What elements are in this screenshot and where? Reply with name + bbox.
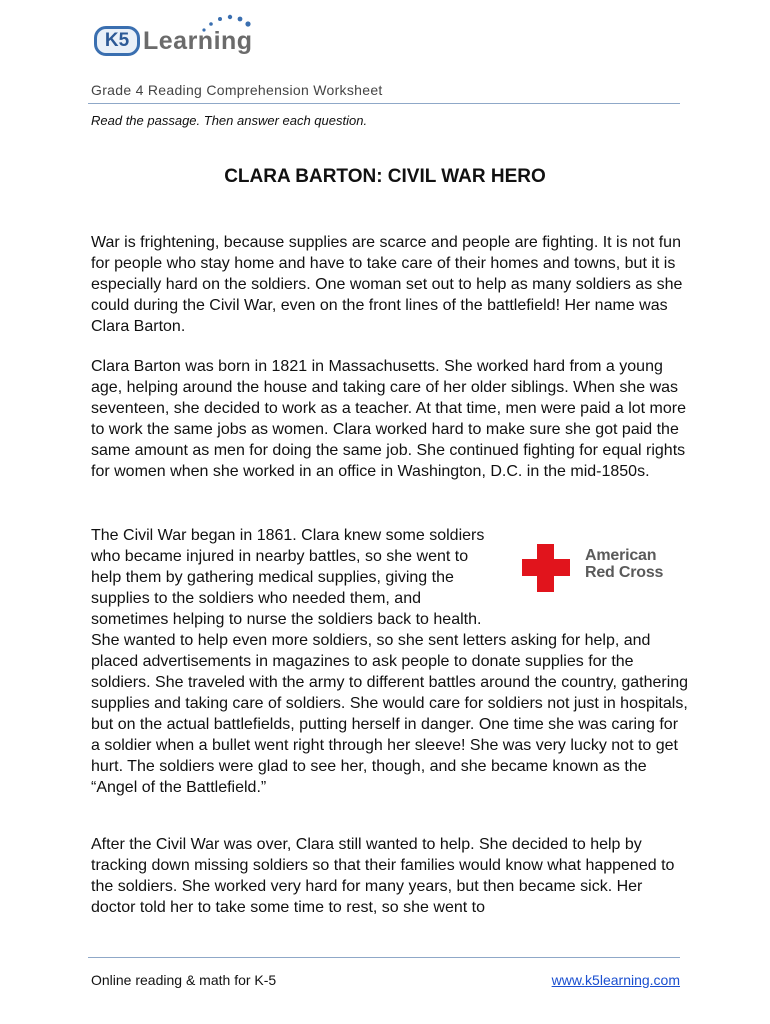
paragraph-4: After the Civil War was over, Clara still wanted to help. She decided to help by tracking down missing soldiers so that their families would know what happened to the soldiers. She worked very hard for many years, but then became sick. Her doctor told her to take some time to rest, so she went to [91,836,675,916]
logo-k5-badge: K5 [94,26,140,56]
red-cross-line-1: American [585,547,657,564]
footer-website-link[interactable]: www.k5learning.com [551,972,680,988]
red-cross-logo [495,525,691,625]
paragraph-2: Clara Barton was born in 1821 in Massachusetts. She worked hard from a young age, helping around the house and taking care of her older siblings. When she was seventeen, she decided to work as a teacher. At that time, men were paid a lot more to work the same jobs as women. Clara worked hard to make sure she got paid the same amount as men for doing the same job. She continued fighting for equal rights for women when she worked in an office in Washington, D.C. in the mid-1850s. [91,358,686,480]
footer-divider [88,957,680,958]
worksheet-header-title: Grade 4 Reading Comprehension Worksheet [91,82,383,98]
footer-tagline: Online reading & math for K-5 [91,972,277,988]
red-cross-icon [522,544,570,592]
k5-learning-logo [88,12,258,62]
red-cross-line-2: Red Cross [585,564,664,581]
paragraph-3: The Civil War began in 1861. Clara knew some soldiers who became injured in nearby battles, so she went to help them by gathering medical supplies, giving the supplies to the soldiers who needed them, and sometimes helping to nurse the soldiers back to health. She wanted to help even more soldiers, so she sent letters asking for help, and placed advertisements in magazines to ask people to donate supplies for the soldiers. She traveled with the army to different battles around the country, gathering supplies and taking care of soldiers. She would care for soldiers not just in hospitals, but on the actual battlefields, putting herself in danger. One time she was caring for a soldier when a bullet went right through her sleeve! She was very lucky not to get hurt. The soldiers were glad to see her, though, and she became known as the “Angel of the Battlefield.” [91,527,689,796]
header-divider [88,103,680,104]
instructions-text: Read the passage. Then answer each question. [91,113,368,128]
paragraph-3-container [91,525,691,798]
passage-title: CLARA BARTON: CIVIL WAR HERO [224,166,546,187]
red-cross-wordmark [585,547,663,581]
paragraph-1: War is frightening, because supplies are scarce and people are fighting. It is not fun for people who stay home and have to take care of their homes and towns, but it is especially hard on the soldiers. One woman set out to help as many soldiers as she could during the Civil War, even on the front lines of the battlefield! Her name was Clara Barton. [91,234,683,335]
logo-wordmark: Learning [143,27,253,55]
